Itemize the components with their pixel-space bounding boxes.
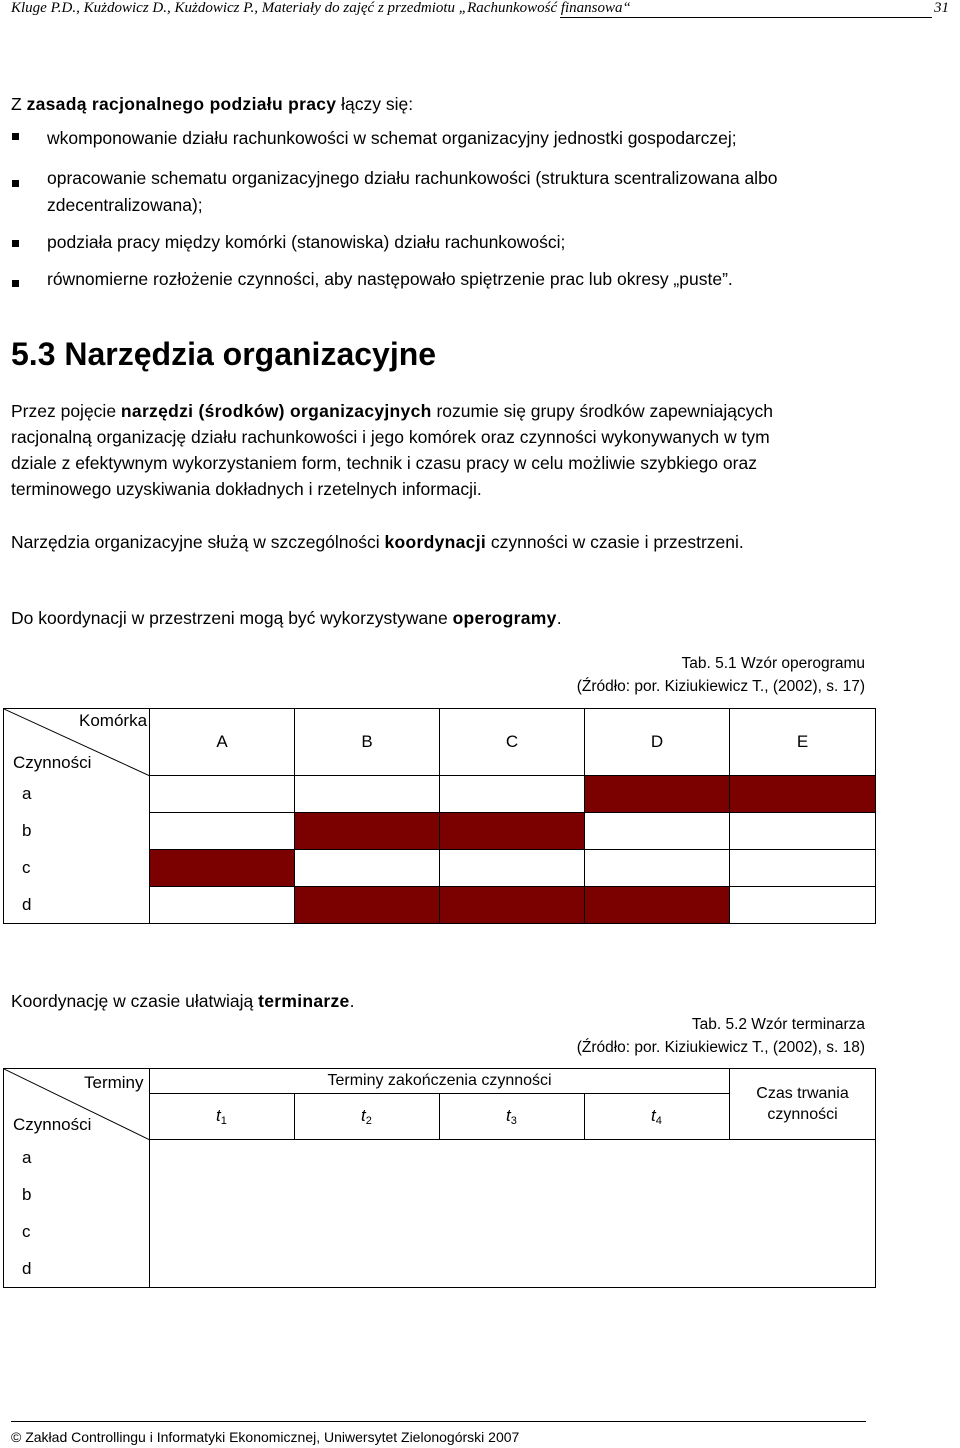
table2-term-4 <box>585 1094 730 1140</box>
table2-row-label: a <box>4 1140 150 1177</box>
bullet-icon <box>12 180 19 187</box>
table1-caption <box>577 652 865 698</box>
para1-line2: racjonalną organizację działu rachunkowości i jego komórek oraz czynności wykonywanych w tym <box>11 427 770 447</box>
footer-rule <box>11 1421 866 1422</box>
bullet-item-4: równomierne rozłożenie czynności, aby następowało spiętrzenie prac lub okresy „puste”. <box>47 269 733 289</box>
table2-caption-line2: (Źródło: por. Kiziukiewicz T., (2002), s. 18) <box>576 1039 865 1056</box>
bullet-item-2: opracowanie schematu organizacyjnego działu rachunkowości (struktura scentralizowana albo <box>47 168 778 188</box>
table1-row-label: a <box>4 776 150 813</box>
para1-prefix: Przez pojęcie <box>11 401 121 421</box>
term-subscript: 2 <box>365 1115 372 1127</box>
table-row <box>4 1251 876 1288</box>
table1-cell <box>585 850 730 887</box>
bullet-item-3: podziała pracy między komórki (stanowiska) działu rachunkowości; <box>47 232 566 252</box>
para3 <box>11 605 562 631</box>
table2-row-body <box>150 1140 876 1177</box>
table1-row-label: b <box>4 813 150 850</box>
table1-cell <box>585 813 730 850</box>
running-title: Kluge P.D., Kużdowicz D., Kużdowicz P., Materiały do zajęć z przedmiotu „Rachunkowość finansowa“ <box>11 0 631 16</box>
table-row <box>4 850 876 887</box>
table2-group-header: Terminy zakończenia czynności <box>150 1069 730 1094</box>
table2-caption <box>577 1013 865 1059</box>
table2-row-body <box>150 1251 876 1288</box>
bullet-item-2-cont: zdecentralizowana); <box>47 195 203 215</box>
table1-cell-filled <box>150 850 295 887</box>
table1-col-e: E <box>730 709 876 776</box>
table2-term-1 <box>150 1094 295 1140</box>
footer: © Zakład Controllingu i Informatyki Ekonomicznej, Uniwersytet Zielonogórski 2007 <box>11 1429 520 1445</box>
para1-line4: terminowego uzyskiwania dokładnych i rzetelnych informacji. <box>11 479 482 499</box>
table1-cell <box>150 813 295 850</box>
table1-corner <box>4 709 150 776</box>
para1-line3: dziale z efektywnym wykorzystaniem form, technik i czasu pracy w celu możliwie szybkiego oraz <box>11 453 757 473</box>
table1-col-c: C <box>440 709 585 776</box>
table1-cell <box>150 887 295 924</box>
section-title: 5.3 Narzędzia organizacyjne <box>11 336 437 372</box>
table1-cell-filled <box>730 776 876 813</box>
table1-cell-filled <box>295 813 440 850</box>
table2-row-label: d <box>4 1251 150 1288</box>
table2-row-label: b <box>4 1177 150 1214</box>
table1-cell <box>730 887 876 924</box>
table1-cell-filled <box>585 776 730 813</box>
table-row <box>4 813 876 850</box>
table2-corner <box>4 1069 150 1140</box>
term-symbol: t <box>651 1106 656 1125</box>
table1-cell <box>295 850 440 887</box>
operogram-table <box>3 708 876 924</box>
table1-col-b: B <box>295 709 440 776</box>
table2-header-row <box>4 1069 876 1094</box>
table1-col-d: D <box>585 709 730 776</box>
table1-corner-bottom: Czynności <box>13 753 92 772</box>
table1-row-label: d <box>4 887 150 924</box>
term-subscript: 3 <box>510 1115 517 1127</box>
bullet-icon <box>12 280 19 287</box>
table1-cell-filled <box>440 813 585 850</box>
bullet-item-1: wkomponowanie działu rachunkowości w schemat organizacyjny jednostki gospodarczej; <box>47 128 737 148</box>
para4 <box>11 988 354 1014</box>
para2-prefix: Narzędzia organizacyjne służą w szczególności <box>11 532 385 552</box>
para4-prefix: Koordynację w czasie ułatwiają <box>11 991 259 1011</box>
table1-cell-filled <box>585 887 730 924</box>
table2-row-body <box>150 1214 876 1251</box>
para1-bold: narzędzi (środków) organizacyjnych <box>120 401 432 421</box>
table1-row-label: c <box>4 850 150 887</box>
para1-suffix: rozumie się grupy środków zapewniających <box>431 401 774 421</box>
para3-prefix: Do koordynacji w przestrzeni mogą być wykorzystywane <box>11 608 453 628</box>
intro-prefix: Z <box>11 94 27 114</box>
para2-bold: koordynacji <box>384 532 487 552</box>
header-rule <box>560 17 932 18</box>
para4-suffix: . <box>349 991 355 1011</box>
table-row <box>4 1177 876 1214</box>
para2 <box>11 529 744 555</box>
bullet-icon <box>12 240 19 247</box>
table2-row-body <box>150 1177 876 1214</box>
table-row <box>4 776 876 813</box>
term-subscript: 4 <box>655 1115 662 1127</box>
table1-caption-line1: Tab. 5.1 Wzór operogramu <box>681 655 865 672</box>
table-row <box>4 1140 876 1177</box>
table-row <box>4 887 876 924</box>
term-symbol: t <box>506 1106 511 1125</box>
intro-line <box>11 91 413 117</box>
table1-cell-filled <box>440 887 585 924</box>
table2-corner-bottom: Czynności <box>13 1115 92 1134</box>
para4-bold: terminarze <box>258 991 350 1011</box>
term-symbol: t <box>361 1106 366 1125</box>
table1-cell-filled <box>295 887 440 924</box>
table1-col-a: A <box>150 709 295 776</box>
para2-suffix: czynności w czasie i przestrzeni. <box>486 532 744 552</box>
table1-cell <box>440 776 585 813</box>
table1-header-row <box>4 709 876 776</box>
term-symbol: t <box>216 1106 221 1125</box>
table1-cell <box>730 813 876 850</box>
table1-caption-line2: (Źródło: por. Kiziukiewicz T., (2002), s. 17) <box>576 678 865 695</box>
table-row <box>4 1214 876 1251</box>
table2-row-label: c <box>4 1214 150 1251</box>
bullet-icon <box>12 133 19 140</box>
table2-term-3 <box>440 1094 585 1140</box>
table1-cell <box>295 776 440 813</box>
table1-corner-top: Komórka <box>79 711 148 730</box>
para1-line1 <box>11 398 773 424</box>
table2-caption-line1: Tab. 5.2 Wzór terminarza <box>691 1016 865 1033</box>
table2-corner-top: Terminy <box>84 1073 144 1092</box>
table2-duration-header: Czas trwania czynności <box>730 1069 876 1140</box>
term-subscript: 1 <box>220 1115 227 1127</box>
para3-suffix: . <box>556 608 562 628</box>
table1-cell <box>730 850 876 887</box>
page-number: 31 <box>934 0 949 16</box>
intro-suffix: łączy się: <box>336 94 414 114</box>
terminarz-table <box>3 1068 876 1288</box>
para3-bold: operogramy <box>452 608 557 628</box>
table1-cell <box>150 776 295 813</box>
table2-term-2 <box>295 1094 440 1140</box>
intro-bold: zasadą racjonalnego podziału pracy <box>26 94 337 114</box>
table1-cell <box>440 850 585 887</box>
